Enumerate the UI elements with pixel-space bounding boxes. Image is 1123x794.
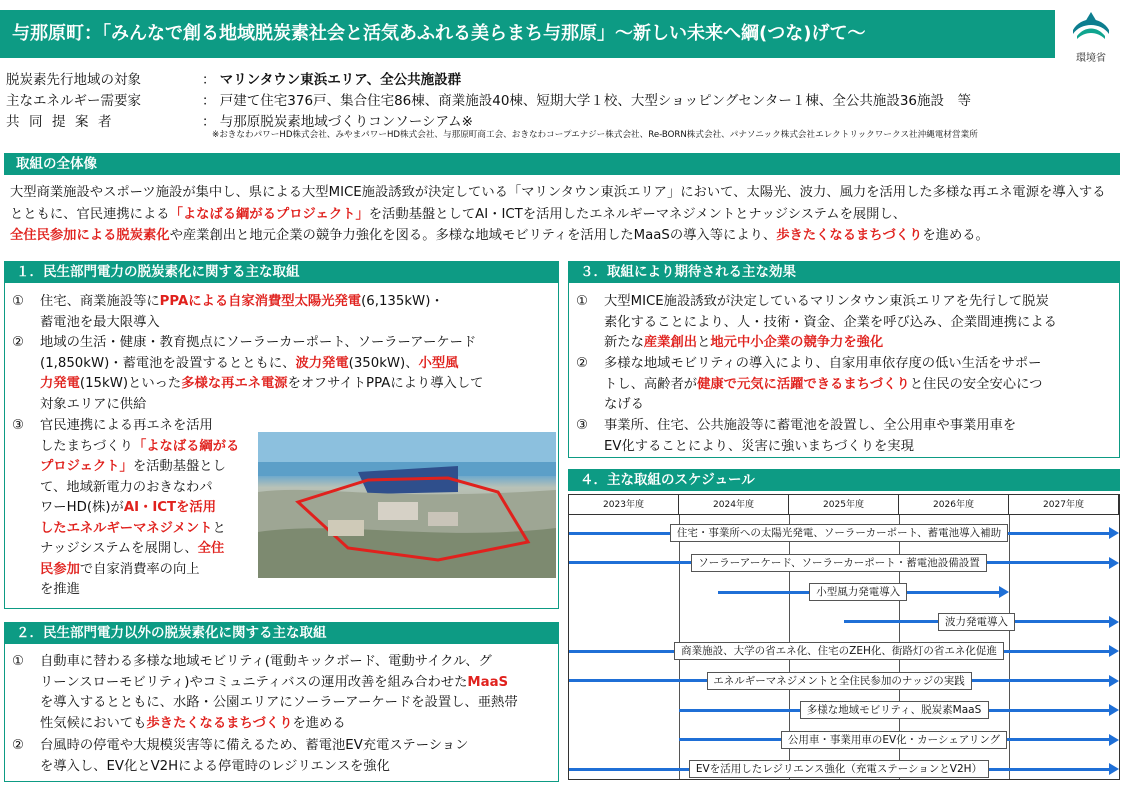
aerial-photo xyxy=(258,432,556,578)
item-number: ② xyxy=(576,356,588,371)
arrow-right-icon xyxy=(999,586,1009,598)
section4-heading: ４．主な取組のスケジュール xyxy=(568,469,1120,491)
info-value: 戸建て住宅376戸、集合住宅86棟、商業施設40棟、短期大学１校、大型ショッピングセンター１棟、全公共施設36施設 等 xyxy=(219,93,972,109)
schedule-bar-label: 公用車・事業用車のEV化・カーシェアリング xyxy=(781,731,1007,749)
item-text: (15kW)といった xyxy=(79,376,182,391)
overview-p4: を進める。 xyxy=(922,228,989,243)
item-highlight: PPAによる自家消費型太陽光発電 xyxy=(159,294,362,309)
schedule-bar-label: 住宅・事業所への太陽光発電、ソーラーカーポート、蓄電池導入補助 xyxy=(670,524,1008,542)
item-highlight: 小型風 xyxy=(418,355,459,371)
schedule-bar-label: 多様な地域モビリティ、脱炭素MaaS xyxy=(800,701,989,719)
item-highlight: 全住 xyxy=(197,541,225,556)
item-text: 蓄電池を最大限導入 xyxy=(40,314,160,330)
item-number: ② xyxy=(12,738,24,753)
year-label: 2024年度 xyxy=(679,495,789,515)
info-key: 共同提案者 xyxy=(6,114,121,130)
item-text: (1,850kW)・蓄電池を設置するとともに、 xyxy=(40,355,296,371)
arrow-right-icon xyxy=(1109,704,1119,716)
item-text: 官民連携による再エネを活用 xyxy=(40,418,213,433)
year-label: 2027年度 xyxy=(1009,495,1119,515)
item-number: ① xyxy=(12,294,24,309)
overview-text xyxy=(10,182,1118,247)
item-text: 対象エリアに供給 xyxy=(40,396,147,412)
info-key: 脱炭素先行地域の対象 xyxy=(6,72,141,88)
item-text: 大型MICE施設誘致が決定しているマリンタウン東浜エリアを先行して脱炭 xyxy=(604,294,1049,309)
item-highlight: 民参加 xyxy=(40,561,80,577)
info-value: マリンタウン東浜エリア、全公共施設群 xyxy=(219,72,462,88)
item-text: をオフサイトPPAにより導入して xyxy=(287,376,484,391)
overview-p1: 大型商業施設やスポーツ施設が集中し、県による大型MICE施設誘致が決定している「マリンタウン東浜エリア」において、太陽光、波力、風力を活用した多様な再エネ電源を導入するとともに、官民連携による xyxy=(10,185,1106,222)
item-text: ワーHD(株)が xyxy=(40,500,124,515)
item-highlight: 産業創出 xyxy=(643,335,698,350)
info-row-target xyxy=(6,68,461,88)
item-text: と xyxy=(697,335,711,350)
schedule-bar-label: ソーラーアーケード、ソーラーカーポート・蓄電池設備設置 xyxy=(691,554,987,572)
schedule-chart xyxy=(568,494,1120,780)
item-highlight: 歩きたくなるまちづくり xyxy=(146,715,293,731)
arrow-right-icon xyxy=(1109,675,1119,687)
schedule-bar-label: EVを活用したレジリエンス強化（充電ステーションとV2H） xyxy=(689,760,989,778)
item-text: を導入するとともに、水路・公園エリアにソーラーアーケードを設置し、亜熱帯 xyxy=(40,695,518,710)
year-label: 2026年度 xyxy=(899,495,1009,515)
item-text: 住宅、商業施設等に xyxy=(40,294,160,309)
item-highlight: 地元中小企業の競争力を強化 xyxy=(710,335,884,350)
item-text: EV化することにより、災害に強いまちづくりを実現 xyxy=(604,438,914,454)
item-number: ① xyxy=(576,294,588,309)
ministry-of-environment-logo-icon xyxy=(1071,8,1111,44)
item-text: 自動車に替わる多様な地域モビリティ(電動キックボード、電動サイクル、グ xyxy=(40,654,492,669)
info-sep: ： xyxy=(202,72,216,88)
item-text: 多様な地域モビリティの導入により、自家用車依存度の低い生活をサポー xyxy=(604,356,1042,371)
item-highlight: 多様な再エネ電源 xyxy=(181,376,288,391)
section1-heading: １．民生部門電力の脱炭素化に関する主な取組 xyxy=(4,261,559,283)
schedule-bar-label: 小型風力発電導入 xyxy=(809,583,907,601)
item-number: ③ xyxy=(12,418,24,433)
item-number: ③ xyxy=(576,418,588,433)
item-highlight: 波力発電 xyxy=(295,355,349,371)
overview-heading: 取組の全体像 xyxy=(4,153,1120,175)
item-text: 事業所、住宅、公共施設等に蓄電池を設置し、全公用車や事業用車を xyxy=(604,418,1017,433)
arrow-right-icon xyxy=(1109,734,1119,746)
section3-heading: ３．取組により期待される主な効果 xyxy=(568,261,1120,283)
item-text: を進める xyxy=(292,715,346,731)
schedule-bar-label: エネルギーマネジメントと全住民参加のナッジの実践 xyxy=(707,672,972,690)
item-text: で自家消費率の向上 xyxy=(79,561,200,577)
item-text: 性気候においても xyxy=(40,715,147,731)
schedule-bar-label: 商業施設、大学の省エネ化、住宅のZEH化、街路灯の省エネ化促進 xyxy=(674,642,1004,660)
item-text: と住民の安全安心につ xyxy=(909,376,1043,392)
item-text: を活動基盤とし xyxy=(132,459,226,474)
aerial-photo-marine-town-icon xyxy=(258,432,556,578)
item-text: したまちづくり xyxy=(40,438,133,454)
logo-text: 環境省 xyxy=(1076,53,1106,64)
item-highlight: MaaS xyxy=(467,674,509,690)
item-text: なげる xyxy=(604,397,644,412)
arrow-right-icon xyxy=(1109,763,1119,775)
info-value: 与那原脱炭素地域づくりコンソーシアム※ xyxy=(219,114,473,130)
schedule-bar-label: 波力発電導入 xyxy=(938,613,1015,631)
item-text: (6,135kW)・ xyxy=(361,294,444,309)
year-label: 2025年度 xyxy=(789,495,899,515)
overview-p1-highlight: 「よなばる綱がるプロジェクト」 xyxy=(169,206,369,222)
overview-p2: を活動基盤としてAI・ICTを活用したエネルギーマネジメントとナッジシステムを展開し、 xyxy=(368,206,907,222)
item-text: ナッジシステムを展開し、 xyxy=(40,541,198,556)
arrow-right-icon xyxy=(1109,557,1119,569)
header xyxy=(0,0,1123,64)
info-row-consumers xyxy=(6,89,971,109)
section2-heading: ２．民生部門電力以外の脱炭素化に関する主な取組 xyxy=(4,622,559,644)
overview-p3-highlight: 歩きたくなるまちづくり xyxy=(776,228,923,243)
info-note: ※おきなわパワーHD株式会社、みやまパワーHD株式会社、与那原町商工会、おきなわコープエナジー株式会社、Re-BORN株式会社、パナソニック株式会社エレクトリックワークス社沖縄電材営業所 xyxy=(212,130,978,140)
item-text: 地域の生活・健康・教育拠点にソーラーカーポート、ソーラーアーケード xyxy=(40,335,477,350)
info-sep: ： xyxy=(202,114,216,130)
item-highlight: したエネルギーマネジメント xyxy=(40,520,213,536)
arrow-right-icon xyxy=(1109,645,1119,657)
item-highlight: プロジェクト」 xyxy=(40,459,133,474)
item-highlight: 「よなばる綱がる xyxy=(132,438,240,454)
arrow-right-icon xyxy=(1109,616,1119,628)
arrow-right-icon xyxy=(1109,527,1119,539)
page-title: 与那原町：「みんなで創る地域脱炭素社会と活気あふれる美らまち与那原」～新しい未来へ綱(つな)げて～ xyxy=(0,10,1055,58)
year-label: 2023年度 xyxy=(569,495,679,515)
item-highlight: 力発電 xyxy=(40,376,80,391)
item-text: と xyxy=(212,520,226,536)
item-number: ② xyxy=(12,335,24,350)
item-text: て、地域新電力のおきなわパ xyxy=(40,479,213,495)
info-sep: ： xyxy=(202,93,216,109)
overview-p3: や産業創出と地元企業の競争力強化を図る。多様な地域モビリティを活用したMaaSの導入等により、 xyxy=(169,228,777,243)
logo xyxy=(1062,8,1120,64)
item-highlight: 健康で元気に活躍できるまちづくり xyxy=(697,376,910,392)
item-text: 素化することにより、人・技術・資金、企業を呼び込み、企業間連携による xyxy=(604,314,1057,330)
item-text: リーンスローモビリティ)やコミュニティバスの運用改善を組み合わせた xyxy=(40,674,468,690)
item-text: 新たな xyxy=(604,335,644,350)
item-text: を推進 xyxy=(40,582,80,597)
item-text: (350kW)、 xyxy=(348,355,419,371)
info-row-proposers xyxy=(6,110,473,130)
item-text: を導入し、EV化とV2Hによる停電時のレジリエンスを強化 xyxy=(40,758,390,774)
item-text: トし、高齢者が xyxy=(604,376,698,392)
item-number: ① xyxy=(12,654,24,669)
info-key: 主なエネルギー需要家 xyxy=(6,93,141,109)
item-highlight: AI・ICTを活用 xyxy=(123,500,217,515)
overview-p2-highlight: 全住民参加による脱炭素化 xyxy=(10,228,170,243)
item-text: 台風時の停電や大規模災害等に備えるため、蓄電池EV充電ステーション xyxy=(40,738,469,753)
